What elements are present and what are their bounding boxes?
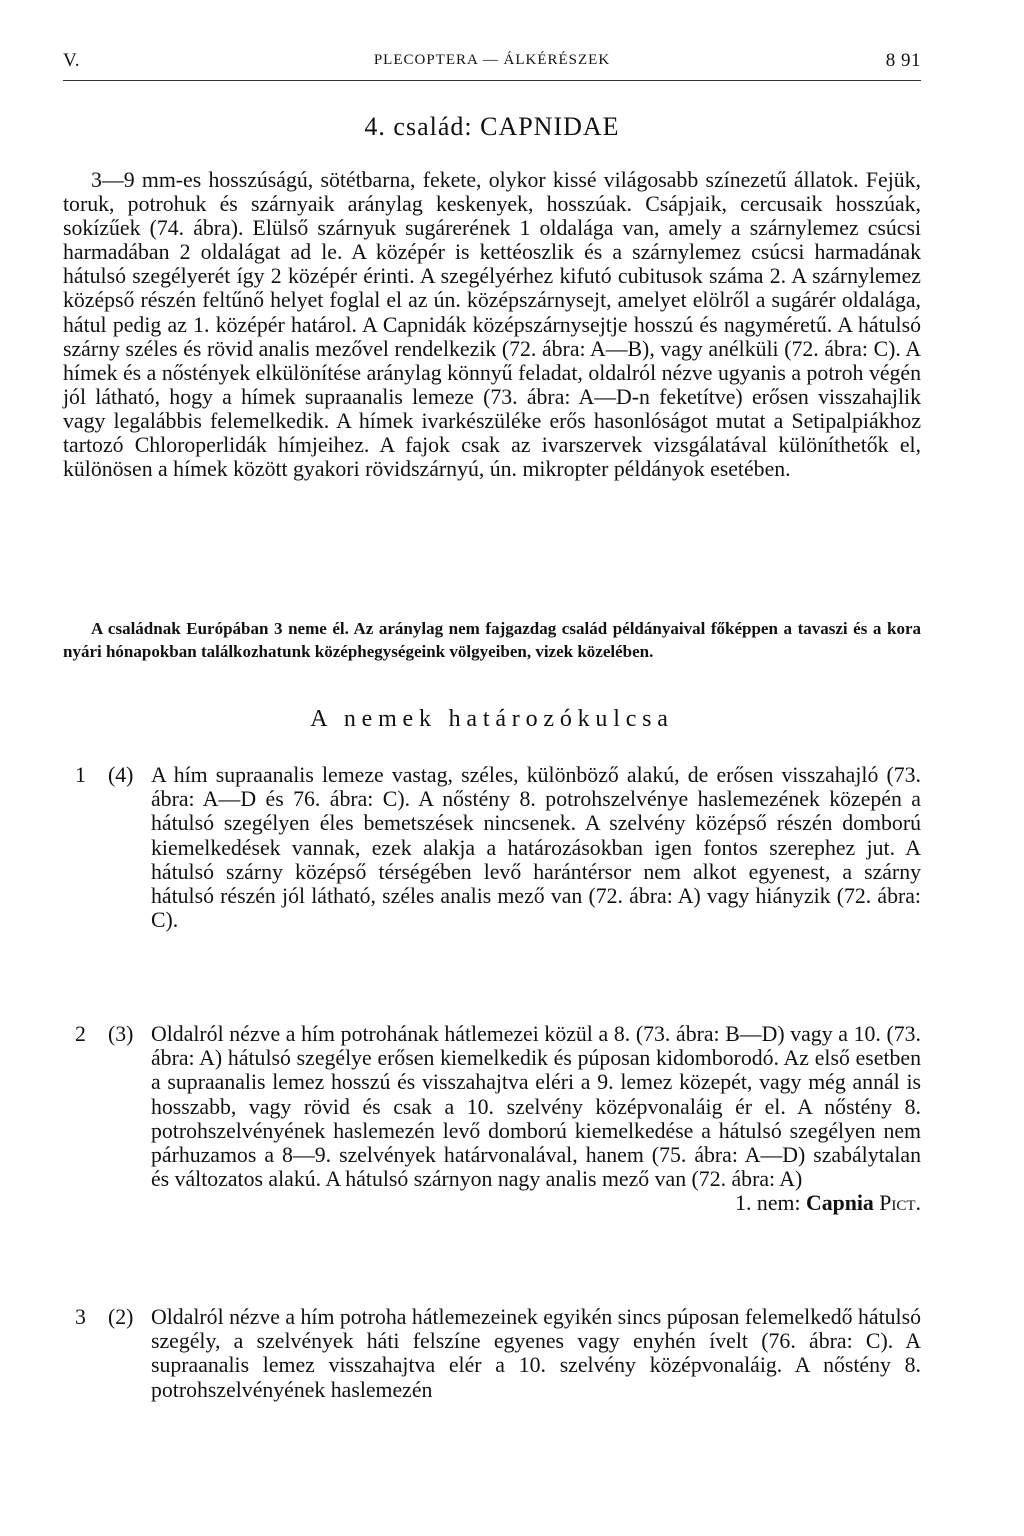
couplet-text: Oldalról nézve a hím potrohának hátlemezei közül a 8. (73. ábra: B—D) vagy a 10. (73. ábra: A) hátulsó szegélye erősen kiemelkedik és púposan kidomborodó. Az első esetben a supraanalis lemez hosszú és visszahajtva eléri a 9. lemez közepét, vagy még annál is hosszabb, vagy rövid és csak a 10. szelvény középvonaláig ér el. A nőstény 8. potrohszelvényének haslemezén levő domború kiemelkedése a hátulsó szegélyen nem párhuzamos a 8—9. szelvények határvonalával, hanem (75. ábra: A—D) szabálytalan és változatos alakú. A hátulsó szárnyon nagy analis mező van (72. ábra: A) xyxy=(151,1022,921,1192)
couplet-reference: (2) xyxy=(108,1305,134,1329)
key-couplet xyxy=(63,1022,921,1216)
couplet-reference: (4) xyxy=(108,763,134,787)
couplet-reference: (3) xyxy=(108,1022,134,1046)
couplet-number: 1 xyxy=(75,763,86,787)
couplet-text: Oldalról nézve a hím potroha hátlemezeinek egyikén sincs púposan felemelkedő hátulsó szegély, a szelvények háti felszíne egyenes vagy enyhén ívelt (76. ábra: C). A supraanalis lemez visszahajtva elér a 10. szelvény középvonaláig. A nőstény 8. potrohszelvényének haslemezén xyxy=(151,1305,921,1402)
key-couplet xyxy=(63,1305,921,1402)
key-couplet xyxy=(63,763,921,932)
couplet-text: A hím supraanalis lemeze vastag, széles, különböző alakú, de erősen visszahajló (73. ábra: A—D és 76. ábra: C). A nőstény 8. potrohszelvénye haslemezének közepén a hátulsó szegélyen éles bemetszések nincsenek. A szelvény középső részén domború kiemelkedések vannak, ezek alakja a határozásokban igen fontos szerephez jut. A hátulsó szárny középső térségében levő harántérsor nem alkot egyenest, a szárny hátulsó részén jól látható, széles analis mező van (72. ábra: A) vagy hiányzik (72. ábra: C). xyxy=(151,763,921,933)
distribution-note: A családnak Európában 3 neme él. Az aránylag nem fajgazdag család példányaival főképpen a tavaszi és a kora nyári hónapokban találkozhatunk középhegységeink völgyeiben, vizek közelében. xyxy=(63,619,921,661)
intro-paragraph: 3—9 mm-es hosszúságú, sötétbarna, fekete, olykor kissé világosabb színezetű állatok. Fejük, toruk, potrohuk és szárnyaik aránylag keskenyek, hosszúak. Csápjaik, cercusaik hosszúak, sokízűek (74. ábra). Elülső szárnyuk sugárerének 1 oldalága van, amely a szárnylemez csúcsi harmadában 2 oldalágat ad le. A középér is kettéoszlik és a szárnylemez csúcsi harmadának hátulsó szegélyerét így 2 középér érinti. A szegélyérhez kifutó cubitusok száma 2. A szárnylemez középső részén feltűnő helyet foglal el az ún. középszárnysejt, amelyet elölről a sugárér oldalága, hátul pedig az 1. középér határol. A Capnidák középszárnysejtje hosszú és nagyméretű. A hátulsó szárny széles és rövid analis mezővel rendelkezik (72. ábra: A—B), vagy anélküli (72. ábra: C). A hímek és a nőstények elkülönítése aránylag könnyű feladat, oldalról nézve ugyanis a potroh végén jól látható, hogy a hímek supraanalis lemeze (73. ábra: A—D-n feketítve) erősen visszahajlik vagy legalábbis felemelkedik. A hímek ivarkészüléke erős hasonlóságot mutat a Setipalpiákhoz tartozó Chloroperlidák hímjeihez. A fajok csak az ivarszervek vizsgálatával különíthetők el, különösen a hímek között gyakori rövidszárnyú, ún. mikropter példányok esetében. xyxy=(63,168,921,482)
couplet-number: 3 xyxy=(75,1305,86,1329)
family-title: 4. család: CAPNIDAE xyxy=(364,112,620,141)
running-title: PLECOPTERA — ÁLKÉRÉSZEK xyxy=(373,52,611,68)
genus-author: Pict. xyxy=(879,1191,921,1216)
couplet-result xyxy=(151,1191,921,1215)
section-marker: V. xyxy=(63,50,81,71)
result-prefix: 1. nem: xyxy=(735,1191,806,1216)
header-rule xyxy=(63,80,921,81)
couplet-number: 2 xyxy=(75,1022,86,1046)
page-number: 8 91 xyxy=(885,50,921,71)
book-page xyxy=(63,0,921,1536)
running-head xyxy=(63,50,921,80)
genus-name: Capnia xyxy=(805,1191,874,1216)
key-title: A nemek határozókulcsa xyxy=(310,706,674,732)
